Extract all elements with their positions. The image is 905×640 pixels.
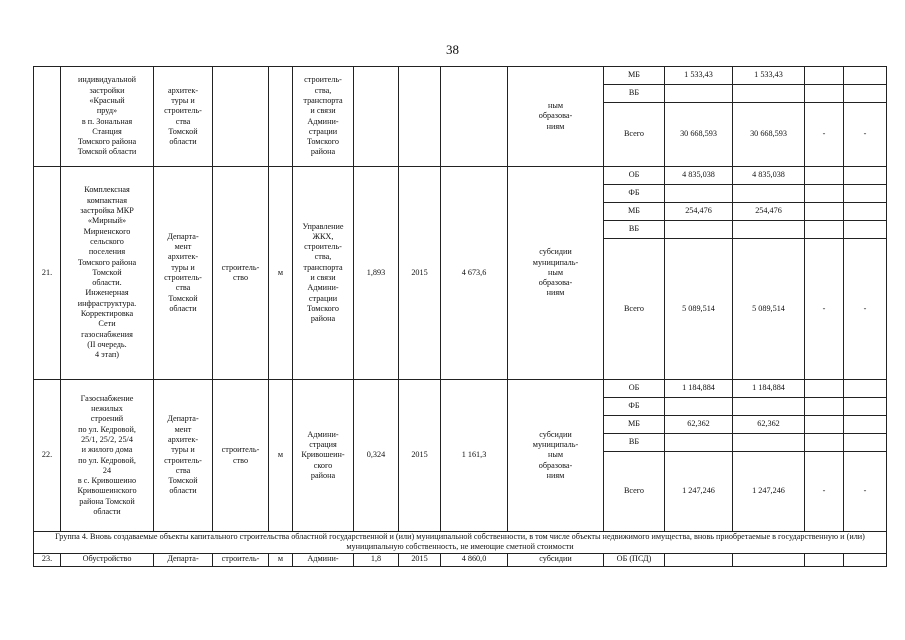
cell-v3: - (805, 452, 844, 532)
table-body (34, 67, 887, 567)
cell-v1: 62,362 (665, 416, 733, 434)
cell-v1: 1 533,43 (665, 67, 733, 85)
table-row (34, 553, 887, 566)
cell-v1: 30 668,593 (665, 103, 733, 167)
cell-year: 2015 (399, 167, 441, 380)
cell-source: ФБ (604, 185, 665, 203)
cell-v4: - (844, 103, 887, 167)
cell-source: ФБ (604, 398, 665, 416)
cell-v2: 1 184,884 (733, 380, 805, 398)
cell-v4 (844, 221, 887, 239)
cell-executor: Управление ЖКХ, строитель- ства, транспорта и связи Админи- страции Томского района (293, 167, 354, 380)
cell-v2: 4 835,038 (733, 167, 805, 185)
cell-source: МБ (604, 67, 665, 85)
cell-form: субсидии муниципаль- ным образова- ниям (508, 167, 604, 380)
cell-object: индивидуальной застройки «Красный пруд» в п. Зональная Станция Томского района Томской области (61, 67, 154, 167)
cell-v2 (733, 398, 805, 416)
cell-v1: 1 184,884 (665, 380, 733, 398)
cell-v3 (805, 67, 844, 85)
cell-type: строитель- ство (213, 167, 269, 380)
cell-v2: 1 247,246 (733, 452, 805, 532)
cell-object: Газоснабжение нежилых строений по ул. Кедровой, 25/1, 25/2, 25/4 и жилого дома по ул. Кедровой, 24 в с. Кривошеино Кривошеинского района Томской области (61, 380, 154, 532)
cell-source: ВБ (604, 85, 665, 103)
cell-v3: - (805, 103, 844, 167)
cell-object: Комплексная компактная застройка МКР «Мирный» Мирненского сельского поселения Томского района Томской области. Инженерная инфраструктура. Корректировка Сети газоснабжения (II очередь. 4 этап) (61, 167, 154, 380)
cell-department: архитек- туры и строитель- ства Томской области (154, 67, 213, 167)
cell-form: субсидии муниципаль- ным образова- ниям (508, 380, 604, 532)
cell-v3 (805, 398, 844, 416)
cell-v3 (805, 203, 844, 221)
cell-v3 (805, 553, 844, 566)
group-header-text: Группа 4. Вновь создаваемые объекты капитального строительства областной государственной и (или) муниципальной собственности, в том числе объекты недвижимого имущества, вновь приобретаемые в государственную и (или) муниципальную собственность, не имеющие сметной стоимости (34, 532, 887, 554)
cell-source: МБ (604, 203, 665, 221)
cell-v2 (733, 85, 805, 103)
cell-type: строитель- ство (213, 380, 269, 532)
cell-v4 (844, 434, 887, 452)
cell-v3 (805, 167, 844, 185)
table-row-continued (34, 67, 887, 85)
cell-executor: Админи- страция Кривошеин- ского района (293, 380, 354, 532)
page-number: 38 (446, 42, 459, 57)
cell-v2 (733, 553, 805, 566)
cell-num: 21. (34, 167, 61, 380)
cell-v4 (844, 380, 887, 398)
cell-cost: 4 860,0 (441, 553, 508, 566)
cell-v2: 30 668,593 (733, 103, 805, 167)
cell-num: 22. (34, 380, 61, 532)
cell-unit: м (269, 380, 293, 532)
cell-capacity: 0,324 (354, 380, 399, 532)
cell-source: ОБ (604, 167, 665, 185)
cell-year (399, 67, 441, 167)
cell-source: ОБ (604, 380, 665, 398)
cell-source: Всего (604, 103, 665, 167)
cell-executor: Админи- (293, 553, 354, 566)
cell-v4 (844, 416, 887, 434)
cell-source: Всего (604, 239, 665, 380)
cell-v2: 1 533,43 (733, 67, 805, 85)
cell-v4 (844, 203, 887, 221)
cell-v4: - (844, 239, 887, 380)
cell-v1 (665, 221, 733, 239)
cell-v4 (844, 398, 887, 416)
cell-source: ВБ (604, 434, 665, 452)
cell-department: Департа- мент архитек- туры и строитель- ства Томской области (154, 167, 213, 380)
cell-v2 (733, 434, 805, 452)
cell-v1 (665, 434, 733, 452)
cell-department: Департа- мент архитек- туры и строитель- ства Томской области (154, 380, 213, 532)
cell-v3 (805, 85, 844, 103)
cell-department: Департа- (154, 553, 213, 566)
cell-capacity (354, 67, 399, 167)
cell-cost: 1 161,3 (441, 380, 508, 532)
cell-capacity: 1,8 (354, 553, 399, 566)
cell-cost (441, 67, 508, 167)
cell-source: ОБ (ПСД) (604, 553, 665, 566)
cell-v4 (844, 553, 887, 566)
cell-v4 (844, 67, 887, 85)
cell-v1 (665, 398, 733, 416)
cell-v4: - (844, 452, 887, 532)
cell-cost: 4 673,6 (441, 167, 508, 380)
cell-v1 (665, 553, 733, 566)
cell-form: субсидии (508, 553, 604, 566)
cell-object: Обустройство (61, 553, 154, 566)
cell-v2: 62,362 (733, 416, 805, 434)
cell-unit: м (269, 167, 293, 380)
cell-v3: - (805, 239, 844, 380)
cell-form: ным образова- ниям (508, 67, 604, 167)
cell-v4 (844, 167, 887, 185)
cell-v4 (844, 185, 887, 203)
investment-objects-table (33, 66, 887, 567)
cell-v3 (805, 434, 844, 452)
cell-capacity: 1,893 (354, 167, 399, 380)
cell-v2: 254,476 (733, 203, 805, 221)
cell-type: строитель- (213, 553, 269, 566)
cell-v3 (805, 221, 844, 239)
cell-type (213, 67, 269, 167)
cell-source: Всего (604, 452, 665, 532)
table-row (34, 167, 887, 185)
cell-v1: 1 247,246 (665, 452, 733, 532)
cell-v3 (805, 416, 844, 434)
cell-year: 2015 (399, 553, 441, 566)
cell-v1 (665, 185, 733, 203)
cell-v2 (733, 221, 805, 239)
group-header-row (34, 532, 887, 554)
cell-source: МБ (604, 416, 665, 434)
table-row (34, 380, 887, 398)
cell-unit (269, 67, 293, 167)
cell-source: ВБ (604, 221, 665, 239)
cell-num (34, 67, 61, 167)
cell-v1: 254,476 (665, 203, 733, 221)
cell-v1: 5 089,514 (665, 239, 733, 380)
cell-v3 (805, 185, 844, 203)
cell-executor: строитель- ства, транспорта и связи Админи- страции Томского района (293, 67, 354, 167)
cell-unit: м (269, 553, 293, 566)
cell-v2 (733, 185, 805, 203)
cell-v4 (844, 85, 887, 103)
cell-year: 2015 (399, 380, 441, 532)
cell-num: 23. (34, 553, 61, 566)
cell-v2: 5 089,514 (733, 239, 805, 380)
cell-v1 (665, 85, 733, 103)
cell-v3 (805, 380, 844, 398)
cell-v1: 4 835,038 (665, 167, 733, 185)
